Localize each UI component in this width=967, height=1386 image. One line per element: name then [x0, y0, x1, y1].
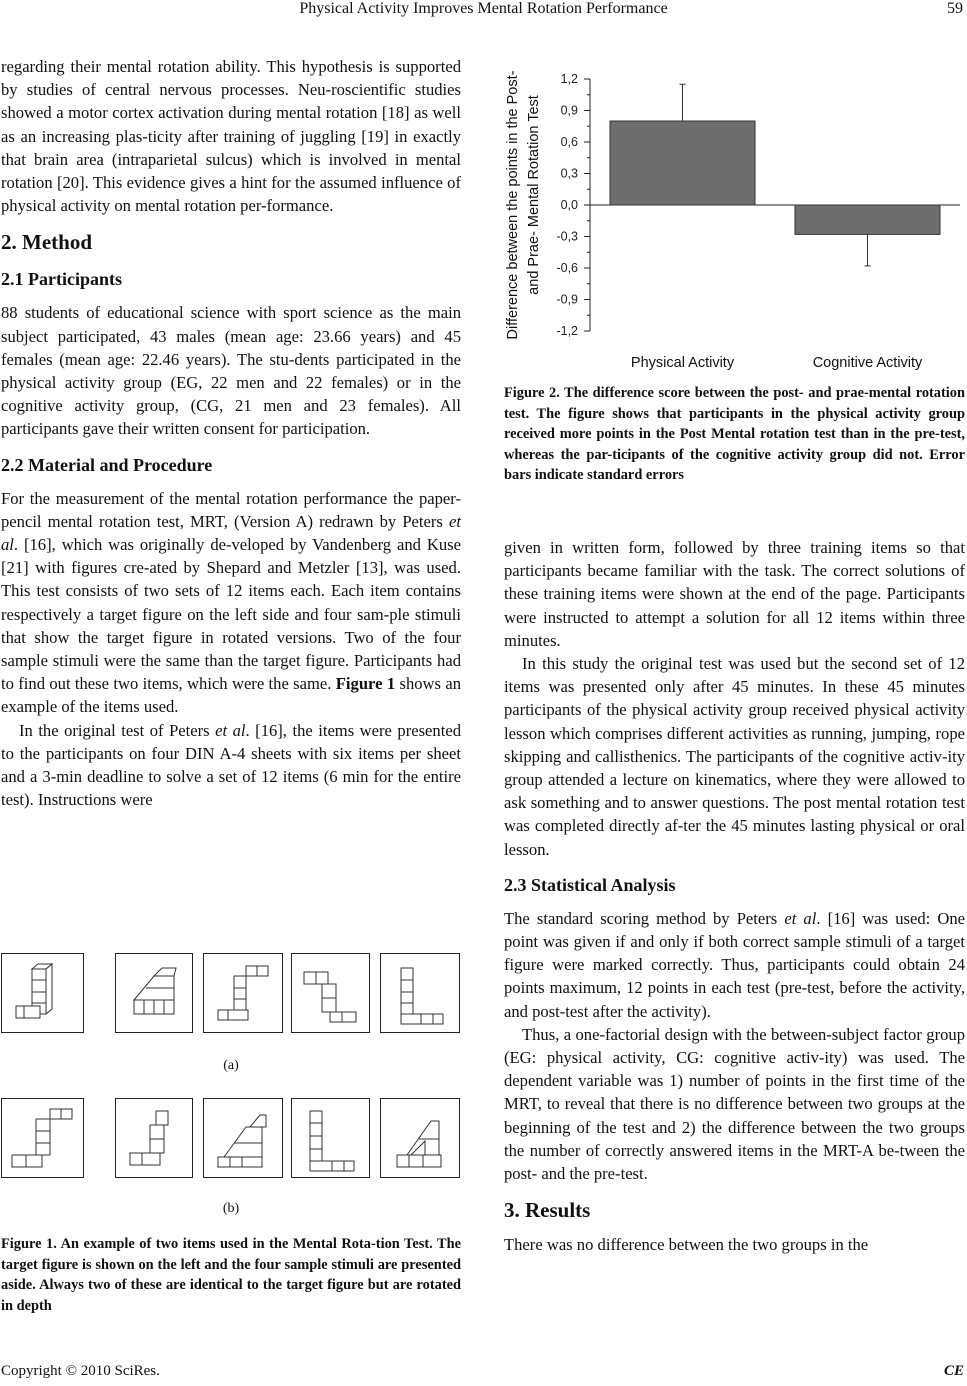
figure2-caption: Figure 2. The difference score between the post- and prae-mental rotation test. The figure shows that participants in the physical activity group received more points in the Post Mental rotation test than in the pre-test, whereas the par-ticipants of the cognitive activity group did not. Error bars indicate standard errors: [504, 385, 965, 484]
footer: [1, 1363, 966, 1380]
cube-figure-icon: [2, 1099, 83, 1177]
y-tick-label: -0,9: [556, 292, 578, 307]
y-tick-label: 0,9: [560, 103, 578, 118]
figure1-sample-a4: [380, 953, 460, 1033]
cube-figure-icon: [204, 954, 282, 1032]
cube-figure-icon: [381, 954, 459, 1032]
figure1-target-b: [1, 1098, 84, 1178]
figure1-label-b: (b): [222, 1201, 240, 1216]
page-number: 59: [947, 0, 963, 17]
figure1-sample-a2: [203, 953, 283, 1033]
section-heading-method: 2. Method: [1, 230, 92, 255]
chart-bars: [610, 84, 940, 266]
text-run: In the original test of Peters: [19, 720, 216, 740]
figure1-sample-a3: [291, 953, 370, 1033]
x-category-label: Cognitive Activity: [812, 355, 923, 371]
copyright-notice: Copyright © 2010 SciRes.: [1, 1363, 160, 1379]
statistical-paragraph-1: [504, 907, 965, 1023]
y-tick-label: -1,2: [556, 324, 578, 338]
figure2-bar-chart: [500, 52, 966, 377]
y-axis-label-line2: and Prae- Mental Rotation Test: [526, 95, 542, 295]
running-title: Physical Activity Improves Mental Rotation Performance: [299, 0, 668, 17]
text-run: The standard scoring method by Peters: [504, 908, 785, 928]
cube-figure-icon: [292, 1099, 369, 1177]
text-run: For the measurement of the mental rotation performance the paper-pencil mental rotation test, MRT, (Version A) redrawn by Peters: [1, 488, 461, 531]
figure1-target-a: [1, 953, 84, 1033]
cube-figure-icon: [116, 1099, 192, 1177]
subsection-heading-material: 2.2 Material and Procedure: [1, 454, 213, 475]
figure1-sample-b1: [115, 1098, 193, 1178]
cube-figure-icon: [292, 954, 369, 1032]
text-run: . [16] was used: One point was given if and only if both correct sample stimuli of a target figure were marked correctly. Thus, participants could obtain 24 points maximum, 12 points in each test (pre-test, before the activity, and post-test after the activity).: [504, 908, 965, 1021]
y-tick-label: -0,6: [556, 261, 578, 275]
cube-figure-icon: [381, 1099, 459, 1177]
etal-italic: et al: [215, 720, 246, 740]
y-tick-label: 0,3: [560, 166, 578, 181]
text-run: . [16], the items were presented to the participants on four DIN A-4 sheets with six items per sheet and a 3-min deadline to solve a set of 12 items (6 min for the entire test). Instructions were: [1, 720, 461, 810]
etal-italic: et al: [784, 908, 817, 928]
intro-paragraph: regarding their mental rotation ability. This hypothesis is supported by studies of central nervous processes. Neu-roscientific studies showed a motor cortex activation during mental rotation [18] as well as an increasing plas-ticity after training of juggling [19] in exactly that brain area (intraparietal sulcus) which is involved in mental rotation [20]. This evidence gives a hint for the assumed influence of physical activity on mental rotation per-formance.: [1, 57, 461, 216]
figure-reference: Figure 1: [335, 674, 396, 694]
text-run: shows an example of the items used.: [1, 674, 462, 717]
etal-italic: et al: [1, 511, 461, 555]
statistical-paragraph-2: Thus, a one-factorial design with the between-subject factor group (EG: physical activity, CG: cognitive activ-ity) was used. The dependent variable was 1) number of points in the first time of the MRT, to reveal that there is no difference between two groups at the beginning of the test and 2) the difference between the two groups the number of correctly answered items in the MRT-A be-tween the post- and the pre-test.: [504, 1024, 965, 1184]
cube-figure-icon: [2, 954, 83, 1032]
material-paragraph-1: [1, 487, 461, 719]
right-column: [504, 536, 965, 1256]
left-column: [1, 55, 461, 811]
figure1-sample-a1: [115, 953, 193, 1033]
bar: [610, 121, 755, 205]
y-axis-label-line1: Difference between the points in the Post-: [505, 70, 521, 340]
participants-paragraph: 88 students of educational science with sport science as the main subject participated, 43 males (mean age: 23.66 years) and 45 females (mean age: 22.46 years). The stu-dents participated in the physical activity group (EG, 22 men and 22 females) or in the cognitive activity group, (CG, 21 men and 23 females). All participants gave their written consent for participation.: [1, 303, 461, 439]
material-paragraph-2: [1, 719, 461, 812]
cube-figure-icon: [116, 954, 192, 1032]
figure1-sample-b2: [203, 1098, 283, 1178]
right-paragraph-1: given in written form, followed by three training items so that participants became familiar with the task. The correct solutions of these training items were shown at the end of the page. Participants were instructed to attempt a solution for all 12 items within three minutes.: [504, 538, 965, 650]
bar: [795, 205, 940, 234]
right-paragraph-2: In this study the original test was used but the second set of 12 items was presented only after 45 minutes. In these 45 minutes participants of the physical activity group received physical activity lesson which comprises different activities as running, jumping, rope skipping and callisthenics. The participants of the cognitive activ-ity group attended a lecture on kinematics, where they were allowed to ask something and to answer questions. The post mental rotation test was completed directly af-ter the 45 minutes lasting physical or oral lesson.: [504, 654, 965, 859]
figure1-label-a: (a): [223, 1058, 239, 1073]
text-run: . [16], which was originally de-veloped by Vandenberg and Kuse [21] with figures cre-ated by Shepard and Metzler [13], was used. This test consists of two sets of 12 items each. Each item contains respectively a target figure on the left side and four sam-ple stimuli that show the target figure in rotated versions. Two of the four sample stimuli were the same than the target figure. Participants had to find out these two items, which were the same.: [1, 535, 461, 694]
y-tick-label: 0,0: [560, 198, 578, 212]
subsection-heading-statistical: 2.3 Statistical Analysis: [504, 874, 676, 895]
results-paragraph-1: There was no difference between the two groups in the: [504, 1235, 869, 1255]
y-tick-label: -0,3: [556, 229, 578, 244]
figure1-sample-b3: [291, 1098, 370, 1178]
x-category-label: Physical Activity: [630, 355, 735, 371]
subsection-heading-participants: 2.1 Participants: [1, 269, 122, 290]
figure1-caption: Figure 1. An example of two items used in the Mental Rota-tion Test. The target figure is shown on the left and the four sample stimuli are presented aside. Always two of these are identical to the target figure but are rotated in depth: [1, 1236, 461, 1314]
journal-abbrev: CE: [943, 1363, 964, 1379]
y-tick-label: 1,2: [560, 72, 578, 86]
section-heading-results: 3. Results: [504, 1198, 591, 1223]
running-head: [0, 0, 967, 22]
figure1-sample-b4: [380, 1098, 460, 1178]
cube-figure-icon: [204, 1099, 282, 1177]
y-tick-label: 0,6: [560, 135, 578, 149]
